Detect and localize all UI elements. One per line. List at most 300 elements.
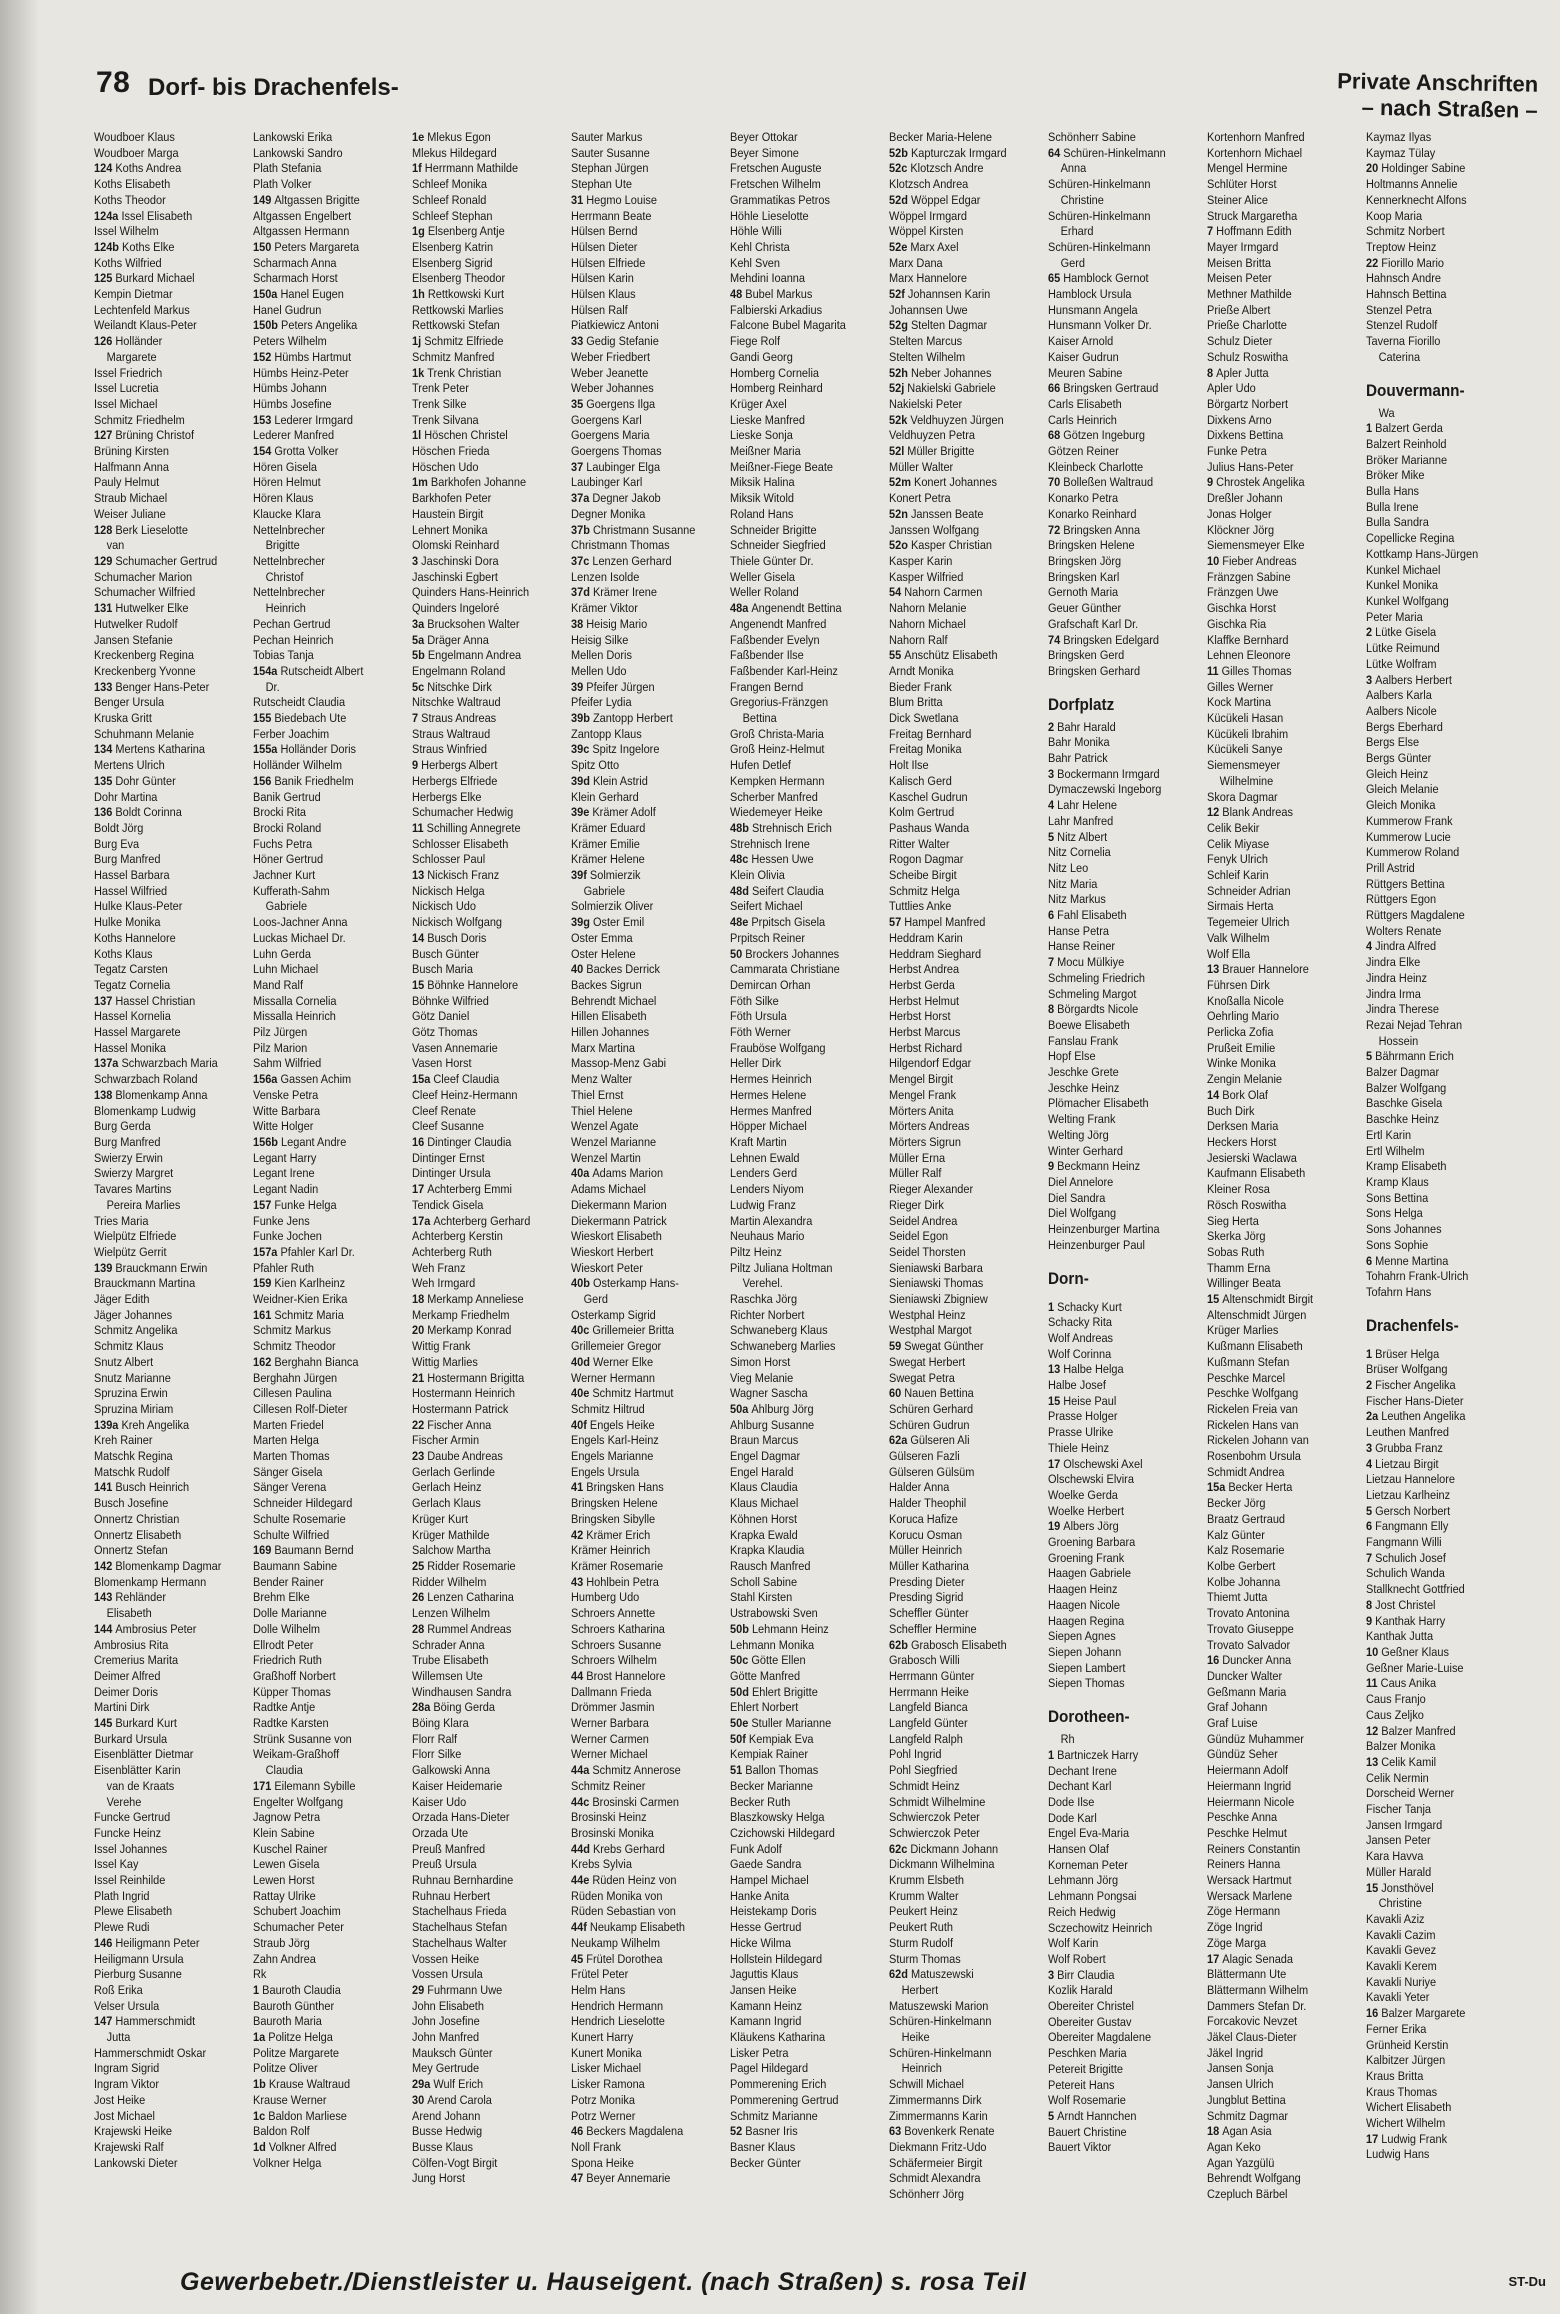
resident-name: Dintinger Claudia bbox=[427, 1135, 512, 1149]
resident-name: Peters Margareta bbox=[274, 239, 360, 254]
directory-entry: Carls Heinrich bbox=[1048, 412, 1117, 427]
resident-name: Böhnke Hannelore bbox=[427, 977, 519, 992]
directory-entry: Groening Frank bbox=[1048, 1550, 1125, 1565]
resident-name: Aalbers Herbert bbox=[1375, 672, 1452, 687]
directory-entry bbox=[889, 538, 993, 554]
directory-entry: Schlüter Horst bbox=[1207, 177, 1277, 192]
resident-name: Krämer Adolf bbox=[592, 805, 656, 820]
directory-entry: Lehnen Ewald bbox=[730, 1150, 800, 1165]
directory-entry: Wieskort Herbert bbox=[571, 1244, 654, 1259]
directory-entry bbox=[94, 679, 210, 696]
directory-entry: Sahm Wilfried bbox=[253, 1056, 322, 1071]
resident-name: Berk Lieselotte bbox=[115, 522, 188, 537]
directory-entry: Hendrich Hermann bbox=[571, 1998, 664, 2013]
directory-entry: Kußmann Elisabeth bbox=[1207, 1339, 1303, 1354]
directory-entry: Fiege Rolf bbox=[730, 334, 780, 349]
house-number: 142 bbox=[94, 1558, 116, 1573]
directory-entry bbox=[1048, 2109, 1145, 2125]
directory-entry: Götz Daniel bbox=[412, 1009, 470, 1024]
directory-entry: Lechtenfeld Markus bbox=[94, 302, 190, 317]
directory-entry: Nettelnbrecher bbox=[253, 553, 325, 568]
house-number: 42 bbox=[571, 1527, 587, 1542]
directory-entry: Wöppel Kirsten bbox=[889, 224, 964, 239]
house-number: 40c bbox=[571, 1323, 593, 1338]
directory-entry bbox=[571, 553, 672, 570]
directory-entry: Plath Volker bbox=[253, 177, 312, 192]
directory-columns bbox=[94, 130, 1514, 2250]
house-number: 48c bbox=[730, 852, 752, 867]
directory-entry: Lewen Gisela bbox=[253, 1857, 320, 1872]
resident-name: Lederer Irmgard bbox=[274, 412, 354, 427]
directory-entry: Kufferath-Sahm bbox=[253, 883, 330, 898]
house-number: 1k bbox=[412, 365, 428, 380]
directory-entry: Frangen Bernd bbox=[730, 679, 804, 694]
directory-entry bbox=[412, 1590, 514, 1606]
directory-entry: Rösch Roswitha bbox=[1207, 1197, 1287, 1212]
directory-entry: Winke Monika bbox=[1207, 1056, 1276, 1071]
resident-name: Ahlburg Jörg bbox=[751, 1401, 814, 1416]
directory-entry bbox=[412, 1621, 512, 1638]
directory-entry bbox=[571, 1166, 668, 1182]
directory-entry bbox=[730, 946, 840, 963]
directory-entry: Kummerow Frank bbox=[1366, 813, 1453, 828]
directory-entry: Boewe Elisabeth bbox=[1048, 1017, 1130, 1032]
directory-entry: Hahnsch Bettina bbox=[1366, 287, 1447, 302]
directory-entry: Siemensmeyer bbox=[1207, 758, 1281, 773]
resident-name: Neukamp Elisabeth bbox=[589, 1920, 686, 1935]
house-number: 17 bbox=[412, 1182, 428, 1197]
directory-entry: Blaszkowsky Helga bbox=[730, 1810, 825, 1825]
directory-entry: Woelke Herbert bbox=[1048, 1503, 1125, 1518]
resident-name: Schumacher Gertrud bbox=[115, 553, 218, 568]
directory-entry: Engels Marianne bbox=[571, 1449, 654, 1464]
directory-entry: Spruzina Erwin bbox=[94, 1386, 168, 1401]
directory-entry: Koths Wilfried bbox=[94, 255, 162, 270]
house-number: 169 bbox=[253, 1543, 275, 1558]
directory-entry: Sauter Susanne bbox=[571, 145, 650, 160]
directory-entry: Müller Heinrich bbox=[889, 1543, 963, 1558]
resident-name: Arndt Hannchen bbox=[1057, 2108, 1137, 2123]
directory-entry bbox=[94, 601, 191, 617]
directory-entry: Baumann Sabine bbox=[253, 1558, 338, 1573]
house-number: 13 bbox=[1366, 1754, 1382, 1769]
directory-entry: Sänger Verena bbox=[253, 1480, 327, 1495]
directory-entry: Faßbender Evelyn bbox=[730, 632, 820, 647]
resident-name: Prpitsch Gisela bbox=[751, 915, 826, 930]
directory-entry: Schmitz Helga bbox=[889, 883, 960, 898]
directory-entry: Hermes Heinrich bbox=[730, 1072, 812, 1087]
directory-entry bbox=[1048, 271, 1149, 287]
directory-entry: Scheibe Birgit bbox=[889, 868, 957, 883]
directory-entry: Meisen Peter bbox=[1207, 271, 1272, 286]
directory-entry: Arend Johann bbox=[412, 2108, 481, 2123]
directory-entry: Kolm Gertrud bbox=[889, 805, 955, 820]
house-number: 13 bbox=[412, 868, 428, 883]
resident-name: Veldhuyzen Jürgen bbox=[910, 412, 1004, 427]
directory-entry: Schmitz Theodor bbox=[253, 1339, 336, 1354]
resident-name: Barkhofen Johanne bbox=[430, 475, 527, 490]
directory-entry: Backes Sigrun bbox=[571, 977, 642, 992]
directory-entry: Winter Gerhard bbox=[1048, 1143, 1123, 1158]
directory-entry: Funk Adolf bbox=[730, 1841, 782, 1856]
directory-entry: Schleef Ronald bbox=[412, 192, 487, 207]
directory-entry: Peschke Wolfgang bbox=[1207, 1386, 1299, 1401]
directory-entry: Pashaus Wanda bbox=[889, 820, 970, 835]
directory-entry: Kavakli Gevez bbox=[1366, 1943, 1437, 1958]
directory-entry bbox=[730, 1763, 827, 1779]
directory-entry: Osterkamp Sigrid bbox=[571, 1307, 656, 1322]
directory-entry: Deimer Doris bbox=[94, 1684, 158, 1699]
resident-name: Engelmann Andrea bbox=[427, 648, 522, 663]
house-number: 52l bbox=[889, 444, 908, 459]
resident-name: Balzer Manfred bbox=[1381, 1723, 1456, 1738]
directory-entry: Sobas Ruth bbox=[1207, 1244, 1265, 1259]
spacer bbox=[1366, 1301, 1463, 1307]
directory-entry: Hanse Reiner bbox=[1048, 939, 1116, 954]
directory-entry: Balzer Monika bbox=[1366, 1739, 1436, 1754]
house-number: 7 bbox=[1207, 224, 1217, 239]
directory-entry: Sturm Thomas bbox=[889, 1951, 961, 1966]
directory-entry: Stachelhaus Stefan bbox=[412, 1920, 508, 1935]
house-number: 15 bbox=[1366, 1880, 1382, 1895]
directory-entry bbox=[1207, 554, 1304, 570]
directory-entry: Lenders Niyom bbox=[730, 1182, 804, 1197]
resident-name: Funke Helga bbox=[274, 1197, 337, 1212]
directory-entry: Reiners Hanna bbox=[1207, 1857, 1281, 1872]
directory-entry: Burg Manfred bbox=[94, 852, 161, 867]
directory-entry bbox=[1207, 2124, 1304, 2140]
directory-entry bbox=[889, 1339, 986, 1355]
directory-entry bbox=[1048, 830, 1145, 846]
directory-entry: Klaffke Bernhard bbox=[1207, 632, 1289, 647]
house-number: 125 bbox=[94, 271, 116, 286]
resident-name: Ludwig Frank bbox=[1381, 2131, 1448, 2146]
directory-entry: Roland Hans bbox=[730, 506, 794, 521]
directory-entry: Schmidt Alexandra bbox=[889, 2171, 981, 2186]
directory-entry: Schleef Stephan bbox=[412, 208, 493, 223]
directory-entry: Trenk Silke bbox=[412, 396, 467, 411]
resident-name: Nakielski Gabriele bbox=[907, 381, 996, 396]
directory-entry: Wenzel Marianne bbox=[571, 1135, 657, 1149]
directory-entry: Czichowski Hildegard bbox=[730, 1825, 835, 1840]
directory-entry: Gündüz Seher bbox=[1207, 1747, 1278, 1762]
directory-entry: Wichert Elisabeth bbox=[1366, 2100, 1452, 2115]
directory-entry: Lehnert Monika bbox=[412, 522, 488, 537]
directory-entry: Thiele Heinz bbox=[1048, 1440, 1109, 1455]
directory-entry: Marten Thomas bbox=[253, 1449, 330, 1464]
directory-entry: Mengel Hermine bbox=[1207, 161, 1288, 176]
directory-entry: Hören Helmut bbox=[253, 475, 321, 490]
directory-entry: Eisenblätter Karin bbox=[94, 1763, 181, 1778]
directory-entry bbox=[412, 1182, 512, 1198]
directory-entry: Fangmann Willi bbox=[1366, 1535, 1442, 1550]
directory-entry bbox=[1207, 664, 1304, 680]
directory-entry bbox=[730, 1732, 827, 1748]
directory-entry bbox=[889, 318, 986, 334]
resident-name: Bauroth Claudia bbox=[262, 1982, 341, 1997]
directory-entry: Herbst Gerda bbox=[889, 977, 955, 992]
directory-entry: Mauksch Günter bbox=[412, 2045, 493, 2060]
directory-entry: Westphal Margot bbox=[889, 1323, 972, 1338]
directory-entry: Schmitz Marianne bbox=[730, 2108, 818, 2123]
directory-entry: Knoßalla Nicole bbox=[1207, 993, 1284, 1008]
directory-entry: Klaus Michael bbox=[730, 1496, 799, 1511]
directory-entry: Mellen Udo bbox=[571, 663, 627, 678]
directory-entry bbox=[1048, 1748, 1145, 1764]
directory-entry bbox=[1366, 939, 1463, 955]
house-number: 15a bbox=[1207, 1480, 1229, 1495]
directory-entry: Issel Friedrich bbox=[94, 365, 163, 380]
directory-entry: Blum Britta bbox=[889, 695, 943, 710]
directory-entry: Braun Marcus bbox=[730, 1433, 799, 1448]
directory-entry: Müller Harald bbox=[1366, 1864, 1432, 1879]
directory-entry: Krapka Ewald bbox=[730, 1527, 798, 1542]
house-number: 64 bbox=[1048, 145, 1064, 160]
directory-entry: Bender Rainer bbox=[253, 1574, 324, 1589]
resident-name: Brüser Helga bbox=[1375, 1346, 1440, 1361]
directory-entry: Diekmann Fritz-Udo bbox=[889, 2140, 987, 2154]
house-number: 46 bbox=[571, 2124, 587, 2139]
house-number: 52f bbox=[889, 287, 908, 302]
directory-entry: Krajewski Ralf bbox=[94, 2140, 164, 2154]
directory-entry: Trovato Giuseppe bbox=[1207, 1621, 1294, 1636]
directory-entry: Martin Alexandra bbox=[730, 1213, 813, 1228]
section-title-line-1: Private Anschriften bbox=[1337, 68, 1539, 97]
directory-entry: Krämer Rosemarie bbox=[571, 1558, 664, 1573]
directory-entry: Kaiser Arnold bbox=[1048, 334, 1114, 349]
directory-entry bbox=[1048, 1519, 1145, 1535]
directory-entry: Fränzgen Uwe bbox=[1207, 585, 1279, 600]
directory-entry: Olschewski Elvira bbox=[1048, 1472, 1134, 1487]
directory-entry: Kunkel Wolfgang bbox=[1366, 593, 1449, 608]
directory-entry: Diel Annelore bbox=[1048, 1175, 1114, 1189]
directory-entry: Kehl Christa bbox=[730, 239, 790, 254]
directory-entry: Heiermann Adolf bbox=[1207, 1763, 1289, 1778]
resident-name: Fischer Angelika bbox=[1375, 1378, 1456, 1393]
resident-name: Krämer Irene bbox=[592, 585, 657, 600]
directory-entry: Schuhmann Melanie bbox=[94, 726, 195, 741]
house-number: 52b bbox=[889, 145, 911, 160]
directory-entry: Cleef Renate bbox=[412, 1103, 477, 1118]
house-number: 147 bbox=[94, 2014, 116, 2029]
directory-entry: Kaymaz Tülay bbox=[1366, 145, 1436, 160]
house-number: 157 bbox=[253, 1197, 275, 1212]
house-number: 153 bbox=[253, 412, 275, 427]
resident-name: Lahr Helene bbox=[1057, 798, 1117, 813]
house-number: 126 bbox=[94, 334, 116, 349]
directory-entry: Föth Werner bbox=[730, 1025, 791, 1040]
house-number: 6 bbox=[1048, 908, 1058, 923]
resident-name: Krebs Gerhard bbox=[592, 1841, 665, 1856]
house-number: 171 bbox=[253, 1778, 275, 1793]
house-number: 44f bbox=[571, 1920, 590, 1935]
house-number: 3 bbox=[1366, 672, 1376, 687]
directory-entry: Kempin Dietmar bbox=[94, 287, 173, 302]
directory-entry: Preuß Manfred bbox=[412, 1841, 486, 1856]
directory-entry: Ertl Karin bbox=[1366, 1127, 1412, 1142]
street-heading: Douvermann- bbox=[1366, 380, 1465, 400]
directory-entry: Pohl Ingrid bbox=[889, 1747, 942, 1762]
directory-entry: Trube Elisabeth bbox=[412, 1653, 489, 1668]
resident-name: Arend Carola bbox=[427, 2092, 492, 2107]
directory-entry: Becker Marianne bbox=[730, 1778, 813, 1793]
directory-entry: Humberg Udo bbox=[571, 1590, 640, 1605]
directory-entry: Kummerow Lucie bbox=[1366, 829, 1451, 844]
directory-entry: Claudia bbox=[265, 1763, 303, 1778]
directory-entry: Weiser Juliane bbox=[94, 506, 166, 521]
house-number: 1c bbox=[253, 2108, 269, 2123]
resident-name: Nauen Bettina bbox=[904, 1386, 974, 1401]
directory-entry: Venske Petra bbox=[253, 1087, 319, 1102]
resident-name: Heisig Mario bbox=[586, 616, 648, 631]
directory-entry: Funcke Heinz bbox=[94, 1825, 162, 1840]
resident-name: Beyer Annemarie bbox=[586, 2171, 671, 2186]
directory-entry: Prieße Charlotte bbox=[1207, 318, 1287, 333]
directory-entry: Obereiter Magdalene bbox=[1048, 2030, 1152, 2045]
house-number: 62c bbox=[889, 1841, 911, 1856]
resident-name: Anschütz Elisabeth bbox=[904, 648, 998, 663]
directory-entry: Obereiter Gustav bbox=[1048, 2014, 1132, 2029]
directory-entry: Struck Margaretha bbox=[1207, 208, 1298, 223]
directory-entry: Hören Gisela bbox=[253, 459, 318, 474]
directory-entry: Woudboer Marga bbox=[94, 145, 179, 160]
directory-entry: Freitag Monika bbox=[889, 742, 962, 757]
house-number: 23 bbox=[412, 1449, 428, 1464]
directory-entry: John Elisabeth bbox=[412, 1998, 484, 2013]
directory-entry: Kamann Heinz bbox=[730, 1998, 802, 2013]
directory-entry bbox=[889, 1637, 1007, 1654]
directory-entry: Schmidt Heinz bbox=[889, 1778, 960, 1793]
directory-entry: Haagen Heinz bbox=[1048, 1582, 1118, 1597]
directory-entry: Kolbe Gerbert bbox=[1207, 1558, 1276, 1573]
directory-entry: Hassel Barbara bbox=[94, 868, 170, 883]
directory-entry: Martini Dirk bbox=[94, 1700, 150, 1715]
directory-entry: Boldt Jörg bbox=[94, 820, 144, 835]
house-number: 5c bbox=[412, 679, 428, 694]
directory-entry: Brosinski Heinz bbox=[571, 1810, 647, 1825]
directory-entry: Gischka Ria bbox=[1207, 616, 1267, 631]
directory-entry: Reiners Constantin bbox=[1207, 1841, 1301, 1856]
directory-entry: Kummerow Roland bbox=[1366, 845, 1460, 860]
directory-entry: Höhle Lieselotte bbox=[730, 208, 809, 223]
directory-entry: Stallknecht Gottfried bbox=[1366, 1582, 1465, 1597]
resident-name: Grillemeier Britta bbox=[592, 1323, 675, 1338]
directory-entry: Lehmann Monika bbox=[730, 1637, 815, 1652]
directory-entry: Werner Hermann bbox=[571, 1370, 655, 1385]
directory-entry: Rausch Manfred bbox=[730, 1558, 811, 1573]
directory-entry: Scharmach Anna bbox=[253, 255, 337, 270]
directory-entry: Kreckenberg Regina bbox=[94, 648, 195, 663]
directory-entry: Höner Gertrud bbox=[253, 852, 324, 867]
house-number: 1m bbox=[412, 475, 431, 490]
directory-entry: Issel Kay bbox=[94, 1857, 139, 1872]
resident-name: Hessen Uwe bbox=[751, 852, 814, 867]
directory-entry: Richter Norbert bbox=[730, 1307, 805, 1322]
directory-entry: Celik Bekir bbox=[1207, 820, 1260, 835]
house-number: 15a bbox=[412, 1072, 434, 1087]
directory-entry: Peukert Ruth bbox=[889, 1920, 954, 1935]
directory-entry: Gerd bbox=[1060, 255, 1085, 270]
directory-entry: Leuthen Manfred bbox=[1366, 1425, 1449, 1440]
directory-entry: Luhn Gerda bbox=[253, 946, 311, 961]
resident-name: Stuller Marianne bbox=[751, 1716, 832, 1731]
directory-entry: Heinzenburger Martina bbox=[1048, 1222, 1160, 1237]
directory-entry bbox=[412, 1449, 509, 1465]
house-number: 15 bbox=[412, 977, 428, 992]
house-number: 39f bbox=[571, 868, 590, 883]
directory-entry bbox=[412, 130, 509, 146]
resident-name: Adams Marion bbox=[592, 1166, 664, 1181]
directory-entry: Tohahrn Frank-Ulrich bbox=[1366, 1269, 1469, 1284]
house-number: 33 bbox=[571, 334, 587, 349]
directory-entry: Peter Maria bbox=[1366, 609, 1423, 624]
directory-entry: Graf Johann bbox=[1207, 1700, 1268, 1715]
directory-entry bbox=[253, 2030, 350, 2046]
directory-entry: Dintinger Ernst bbox=[412, 1150, 485, 1165]
resident-name: Schmitz Annerose bbox=[592, 1763, 681, 1778]
resident-name: Degner Jakob bbox=[592, 491, 661, 506]
house-number: 65 bbox=[1048, 271, 1064, 286]
house-number: 16 bbox=[1366, 2006, 1382, 2021]
resident-name: Pfahler Karl Dr. bbox=[280, 1244, 355, 1259]
directory-entry: Burg Gerda bbox=[94, 1119, 151, 1134]
directory-entry: Steiner Alice bbox=[1207, 192, 1268, 207]
house-number: 1d bbox=[253, 2140, 269, 2154]
directory-entry: Basner Klaus bbox=[730, 2140, 796, 2154]
directory-entry: Nitz Maria bbox=[1048, 876, 1098, 891]
directory-entry: Ertl Wilhelm bbox=[1366, 1143, 1425, 1158]
directory-entry: Schumacher Hedwig bbox=[412, 805, 514, 820]
directory-entry: Krüger Mathilde bbox=[412, 1527, 490, 1542]
directory-entry: Mengel Frank bbox=[889, 1087, 957, 1102]
resident-name: Elsenberg Antje bbox=[427, 224, 505, 239]
resident-name: Leuthen Angelika bbox=[1381, 1409, 1466, 1424]
resident-name: Höschen Christel bbox=[424, 428, 508, 443]
house-number: 66 bbox=[1048, 381, 1064, 396]
resident-name: Becker Herta bbox=[1228, 1480, 1293, 1495]
directory-entry bbox=[571, 1276, 679, 1292]
directory-entry bbox=[571, 1842, 668, 1858]
directory-entry bbox=[571, 1952, 668, 1968]
house-number: 39c bbox=[571, 742, 593, 757]
directory-entry: Busch Maria bbox=[412, 962, 473, 977]
directory-entry bbox=[412, 616, 520, 633]
directory-entry: Raschka Jörg bbox=[730, 1292, 798, 1307]
directory-entry: Höpper Michael bbox=[730, 1119, 807, 1134]
house-number: 37c bbox=[571, 553, 593, 568]
resident-name: Halbe Helga bbox=[1063, 1362, 1124, 1377]
resident-name: Schilling Annegrete bbox=[426, 820, 521, 835]
directory-entry: Heddram Sieghard bbox=[889, 946, 982, 961]
directory-entry: Kuschel Rainer bbox=[253, 1841, 328, 1856]
directory-entry: Rosenbohm Ursula bbox=[1207, 1449, 1301, 1464]
directory-entry: Grammatikas Petros bbox=[730, 192, 830, 207]
directory-entry: Aalbers Nicole bbox=[1366, 703, 1437, 718]
directory-entry: Funcke Gertrud bbox=[94, 1810, 171, 1825]
directory-entry: Dallmann Frieda bbox=[571, 1684, 652, 1699]
house-number: 128 bbox=[94, 522, 116, 537]
directory-entry: Werner Michael bbox=[571, 1747, 648, 1762]
directory-entry bbox=[253, 742, 357, 758]
directory-entry: Kaymaz Ilyas bbox=[1366, 130, 1432, 144]
directory-entry: Straub Jörg bbox=[253, 1935, 310, 1950]
directory-entry: Schumacher Wilfried bbox=[94, 585, 196, 600]
directory-entry: Braatz Gertraud bbox=[1207, 1511, 1286, 1526]
directory-entry: Ahlburg Susanne bbox=[730, 1417, 815, 1432]
directory-entry: Presding Sigrid bbox=[889, 1590, 964, 1605]
directory-entry: Kalbitzer Jürgen bbox=[1366, 2053, 1446, 2068]
resident-name: Konert Johannes bbox=[914, 475, 997, 490]
